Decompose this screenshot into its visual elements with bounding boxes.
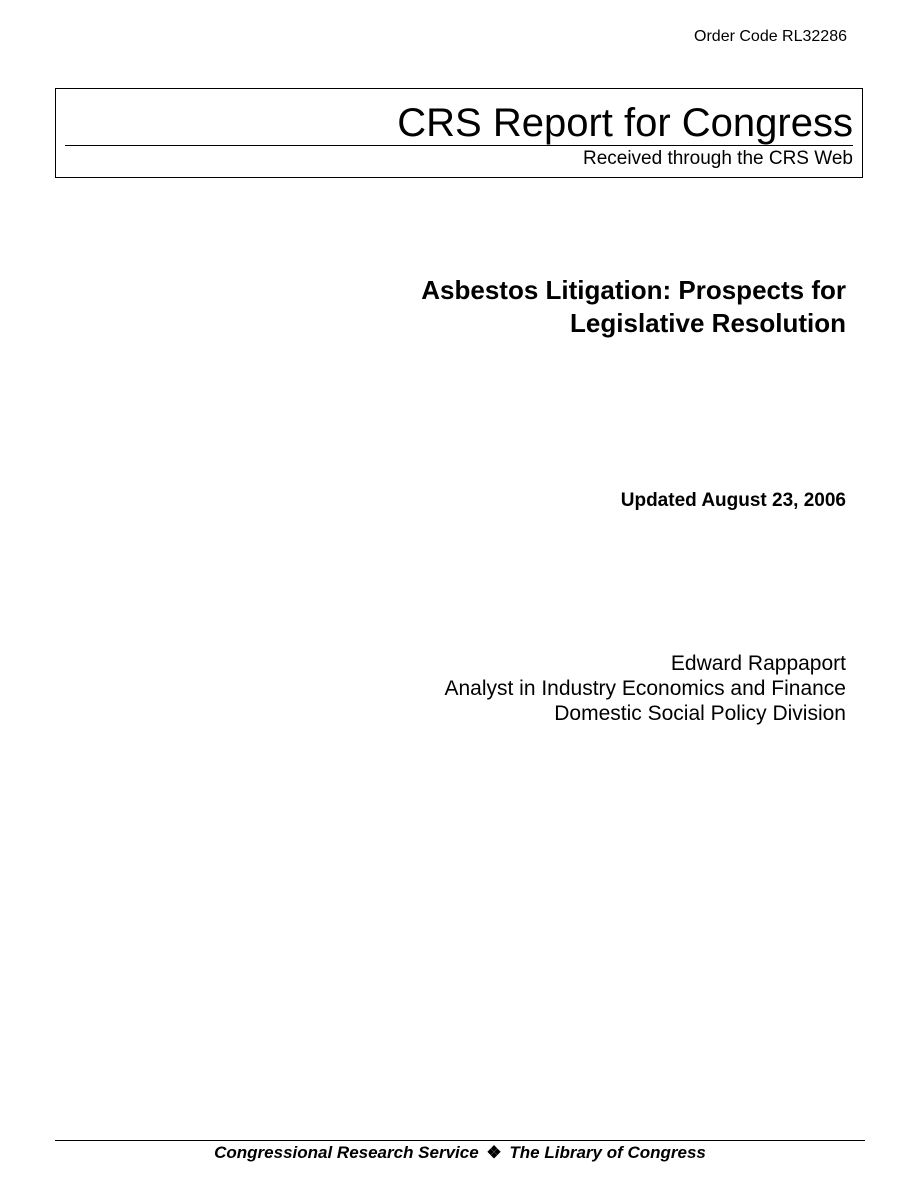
footer-right: The Library of Congress bbox=[509, 1143, 706, 1162]
report-title-line-2: Legislative Resolution bbox=[570, 308, 846, 338]
header-divider bbox=[65, 145, 853, 146]
footer-separator-icon: ❖ bbox=[486, 1143, 502, 1162]
author-block bbox=[444, 651, 846, 726]
report-title-line-1: Asbestos Litigation: Prospects for bbox=[421, 275, 846, 305]
report-title bbox=[421, 274, 846, 340]
order-code: Order Code RL32286 bbox=[694, 28, 847, 45]
report-header-box bbox=[55, 88, 863, 178]
author-position: Analyst in Industry Economics and Finance bbox=[444, 677, 846, 700]
footer-left: Congressional Research Service bbox=[214, 1143, 479, 1162]
author-division: Domestic Social Policy Division bbox=[554, 702, 846, 725]
footer bbox=[55, 1143, 865, 1163]
header-subtitle: Received through the CRS Web bbox=[582, 148, 853, 169]
footer-divider bbox=[55, 1140, 865, 1141]
header-title: CRS Report for Congress bbox=[397, 101, 853, 145]
updated-date: Updated August 23, 2006 bbox=[620, 490, 846, 511]
author-name: Edward Rappaport bbox=[670, 652, 846, 675]
